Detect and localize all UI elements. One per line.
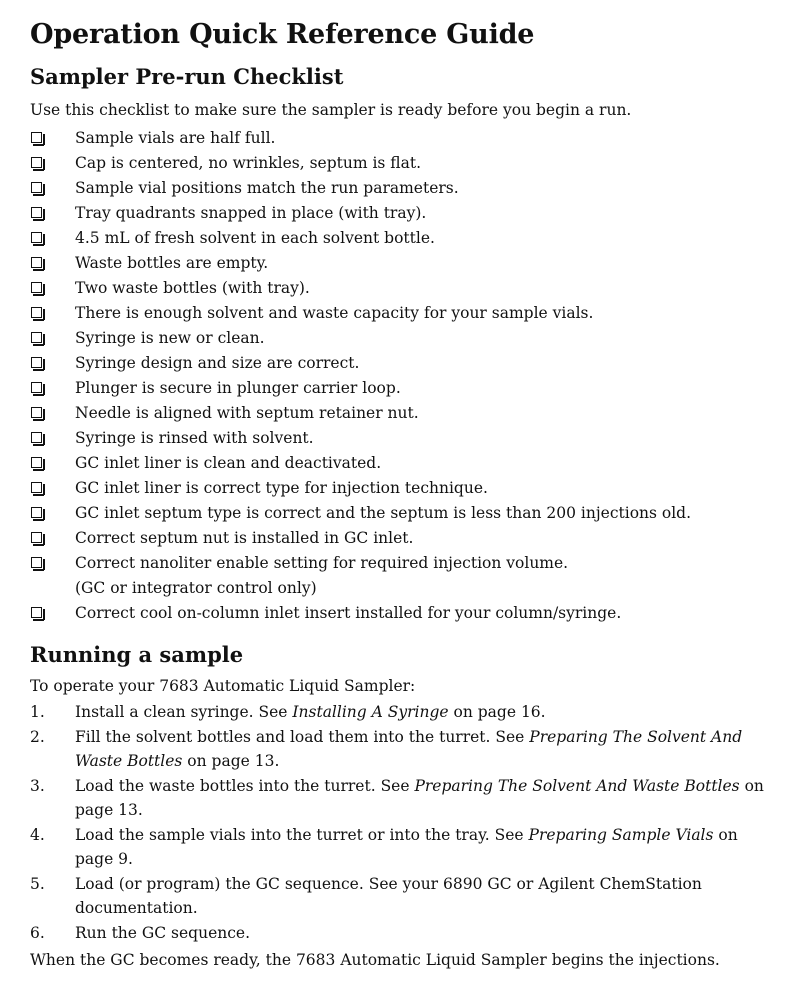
checklist-item-text: GC inlet liner is correct type for injection technique. xyxy=(75,479,488,497)
checklist-item-text: Plunger is secure in plunger carrier loop. xyxy=(75,379,401,397)
step-item xyxy=(30,700,778,724)
checkbox-icon xyxy=(31,432,42,443)
checkbox-icon xyxy=(31,507,42,518)
step-item xyxy=(30,921,778,945)
step-reference: Installing A Syringe xyxy=(292,703,449,721)
steps-list xyxy=(30,700,778,945)
checklist xyxy=(30,126,778,626)
checklist-heading: Sampler Pre-run Checklist xyxy=(30,64,344,89)
step-number: 2. xyxy=(30,728,45,746)
step-number: 1. xyxy=(30,703,45,721)
checklist-item-text: Correct septum nut is installed in GC inlet. xyxy=(75,529,414,547)
checkbox-icon xyxy=(31,607,42,618)
checklist-item-text: Two waste bottles (with tray). xyxy=(75,279,310,297)
step-text-tail: on page 16. xyxy=(448,703,546,721)
checkbox-icon xyxy=(31,257,42,268)
checkbox-icon xyxy=(31,282,42,293)
checkbox-icon xyxy=(31,532,42,543)
checklist-item-text: Correct nanoliter enable setting for required injection volume. xyxy=(75,554,569,572)
checklist-item-text: Syringe design and size are correct. xyxy=(75,354,360,372)
step-item xyxy=(30,725,778,773)
checklist-item-text: GC inlet liner is clean and deactivated. xyxy=(75,454,382,472)
checklist-item xyxy=(30,401,778,426)
step-text-tail: on page 9. xyxy=(75,826,738,868)
page-title: Operation Quick Reference Guide xyxy=(30,19,535,50)
checklist-item-text: 4.5 mL of fresh solvent in each solvent bottle. xyxy=(75,229,435,247)
checklist-item xyxy=(30,351,778,376)
step-text-tail: on page 13. xyxy=(182,752,280,770)
checkbox-icon xyxy=(31,482,42,493)
step-number: 3. xyxy=(30,777,45,795)
checklist-item xyxy=(30,476,778,501)
step-number: 5. xyxy=(30,875,45,893)
checklist-item-text: GC inlet septum type is correct and the septum is less than 200 injections old. xyxy=(75,504,692,522)
step-reference: Preparing The Solvent And Waste Bottles xyxy=(75,728,743,770)
running-heading: Running a sample xyxy=(30,642,244,667)
checkbox-icon xyxy=(31,332,42,343)
checklist-item xyxy=(30,426,778,451)
running-intro: To operate your 7683 Automatic Liquid Sampler: xyxy=(30,677,416,695)
checklist-item xyxy=(30,201,778,226)
checkbox-icon xyxy=(31,232,42,243)
step-item xyxy=(30,872,778,920)
checklist-intro: Use this checklist to make sure the sampler is ready before you begin a run. xyxy=(30,101,632,119)
checkbox-icon xyxy=(31,557,42,568)
checklist-item-text: Syringe is rinsed with solvent. xyxy=(75,429,314,447)
checklist-item xyxy=(30,126,778,151)
step-reference: Preparing Sample Vials xyxy=(528,826,714,844)
step-text: Load (or program) the GC sequence. See your 6890 GC or Agilent ChemStation documentation. xyxy=(75,875,702,917)
checklist-item xyxy=(30,226,778,251)
checkbox-icon xyxy=(31,182,42,193)
checklist-item xyxy=(30,176,778,201)
checklist-item-continuation xyxy=(30,576,778,601)
checklist-item-text: There is enough solvent and waste capacity for your sample vials. xyxy=(75,304,594,322)
checkbox-icon xyxy=(31,207,42,218)
checklist-item xyxy=(30,301,778,326)
step-item xyxy=(30,823,778,871)
checklist-item-text: Sample vials are half full. xyxy=(75,129,276,147)
checkbox-icon xyxy=(31,382,42,393)
checklist-item-text: Sample vial positions match the run parameters. xyxy=(75,179,459,197)
checklist-item xyxy=(30,251,778,276)
checklist-item xyxy=(30,501,778,526)
checkbox-icon xyxy=(31,157,42,168)
checkbox-icon xyxy=(31,357,42,368)
checklist-item xyxy=(30,526,778,551)
checkbox-icon xyxy=(31,457,42,468)
checklist-item-text: (GC or integrator control only) xyxy=(75,579,317,597)
checkbox-icon xyxy=(31,407,42,418)
checklist-item xyxy=(30,376,778,401)
step-reference: Preparing The Solvent And Waste Bottles xyxy=(414,777,740,795)
checklist-item xyxy=(30,276,778,301)
step-text-tail: on page 13. xyxy=(75,777,764,819)
checkbox-icon xyxy=(31,132,42,143)
checklist-item xyxy=(30,451,778,476)
checklist-item-text: Needle is aligned with septum retainer nut. xyxy=(75,404,419,422)
step-item xyxy=(30,774,778,822)
checklist-item-text: Waste bottles are empty. xyxy=(75,254,269,272)
checklist-item xyxy=(30,151,778,176)
step-text: Load the sample vials into the turret or into the tray. See xyxy=(75,826,529,844)
closing-text: When the GC becomes ready, the 7683 Automatic Liquid Sampler begins the injections. xyxy=(30,951,720,969)
step-text: Run the GC sequence. xyxy=(75,924,251,942)
checklist-item xyxy=(30,326,778,351)
checklist-item xyxy=(30,551,778,576)
checklist-item-text: Correct cool on-column inlet insert installed for your column/syringe. xyxy=(75,604,622,622)
step-text: Install a clean syringe. See xyxy=(75,703,293,721)
checklist-item-text: Syringe is new or clean. xyxy=(75,329,265,347)
step-number: 6. xyxy=(30,924,45,942)
step-number: 4. xyxy=(30,826,45,844)
checklist-item xyxy=(30,601,778,626)
checkbox-icon xyxy=(31,307,42,318)
checklist-item-text: Tray quadrants snapped in place (with tray). xyxy=(75,204,427,222)
step-text: Fill the solvent bottles and load them into the turret. See xyxy=(75,728,530,746)
step-text: Load the waste bottles into the turret. See xyxy=(75,777,415,795)
checklist-item-text: Cap is centered, no wrinkles, septum is flat. xyxy=(75,154,422,172)
